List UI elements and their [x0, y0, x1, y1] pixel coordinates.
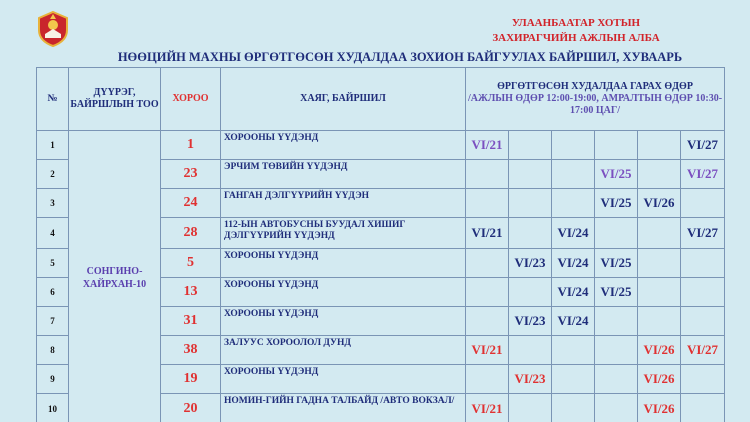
sale-day-cell: [552, 336, 595, 365]
table-header-row: [37, 68, 725, 131]
sale-day-cell: VI/25: [595, 189, 638, 218]
column-header-district: ДҮҮРЭГ, БАЙРШЛЫН ТОО: [69, 68, 161, 131]
sale-day-cell: VI/23: [509, 365, 552, 394]
column-header-khoroo: ХОРОО: [161, 68, 221, 131]
sale-day-cell: VI/25: [595, 278, 638, 307]
sale-day-cell: VI/27: [681, 336, 725, 365]
sale-day-cell: [638, 249, 681, 278]
sale-day-cell: [509, 218, 552, 249]
sale-day-cell: [638, 278, 681, 307]
column-header-num: №: [37, 68, 69, 131]
sale-day-cell: [509, 336, 552, 365]
khoroo-cell: 20: [161, 394, 221, 422]
khoroo-cell: 19: [161, 365, 221, 394]
sale-day-cell: VI/27: [681, 160, 725, 189]
sale-day-cell: VI/25: [595, 249, 638, 278]
row-number: 9: [37, 365, 69, 394]
address-cell: 112-ЫН АВТОБУСНЫ БУУДАЛ ХИШИГ ДЭЛГҮҮРИЙН ҮҮДЭНД: [221, 218, 466, 249]
sale-day-cell: [595, 131, 638, 160]
sale-day-cell: [638, 307, 681, 336]
row-number: 5: [37, 249, 69, 278]
sale-day-cell: VI/21: [466, 394, 509, 422]
address-cell: ХОРООНЫ ҮҮДЭНД: [221, 249, 466, 278]
sale-day-cell: VI/21: [466, 336, 509, 365]
sale-day-cell: [552, 365, 595, 394]
ulaanbaatar-emblem-icon: [34, 10, 72, 48]
sale-day-cell: [509, 160, 552, 189]
column-header-days: [466, 68, 725, 131]
sale-day-cell: [552, 189, 595, 218]
address-cell: ЭРЧИМ ТӨВИЙН ҮҮДЭНД: [221, 160, 466, 189]
row-number: 10: [37, 394, 69, 422]
sale-day-cell: [681, 189, 725, 218]
sale-day-cell: VI/27: [681, 131, 725, 160]
org-line-1: УЛААНБААТАР ХОТЫН: [511, 17, 641, 29]
khoroo-cell: 5: [161, 249, 221, 278]
sale-day-cell: VI/23: [509, 249, 552, 278]
sale-day-cell: [552, 131, 595, 160]
table-row: [37, 131, 725, 160]
khoroo-cell: 31: [161, 307, 221, 336]
sale-day-cell: [595, 365, 638, 394]
sale-day-cell: [552, 394, 595, 422]
address-cell: ХОРООНЫ ҮҮДЭНД: [221, 307, 466, 336]
sale-day-cell: VI/23: [509, 307, 552, 336]
sale-day-cell: [466, 307, 509, 336]
district-cell: СОНГИНО-ХАЙРХАН-10: [69, 131, 161, 422]
sale-day-cell: [466, 160, 509, 189]
khoroo-cell: 23: [161, 160, 221, 189]
sale-day-cell: [466, 278, 509, 307]
sale-day-cell: [552, 160, 595, 189]
sale-day-cell: [595, 394, 638, 422]
row-number: 3: [37, 189, 69, 218]
sale-day-cell: [509, 394, 552, 422]
sale-day-cell: [466, 189, 509, 218]
sale-day-cell: [466, 249, 509, 278]
row-number: 6: [37, 278, 69, 307]
sale-day-cell: [509, 131, 552, 160]
sale-day-cell: VI/21: [466, 131, 509, 160]
sale-day-cell: VI/26: [638, 189, 681, 218]
sale-day-cell: VI/21: [466, 218, 509, 249]
address-cell: ГАНГАН ДЭЛГҮҮРИЙН ҮҮДЭН: [221, 189, 466, 218]
sale-day-cell: VI/26: [638, 365, 681, 394]
khoroo-cell: 1: [161, 131, 221, 160]
row-number: 2: [37, 160, 69, 189]
row-number: 8: [37, 336, 69, 365]
row-number: 1: [37, 131, 69, 160]
page-title: НӨӨЦИЙН МАХНЫ ӨРГӨТГӨСӨН ХУДАЛДАА ЗОХИОН БАЙГУУЛАХ БАЙРШИЛ, ХУВААРЬ: [117, 50, 683, 64]
sale-day-cell: [681, 394, 725, 422]
khoroo-cell: 13: [161, 278, 221, 307]
sale-day-cell: [681, 365, 725, 394]
sale-day-cell: VI/24: [552, 249, 595, 278]
address-cell: ХОРООНЫ ҮҮДЭНД: [221, 131, 466, 160]
row-number: 7: [37, 307, 69, 336]
sale-day-cell: VI/24: [552, 278, 595, 307]
sale-day-cell: [638, 218, 681, 249]
sale-day-cell: [681, 249, 725, 278]
days-title: ӨРГӨТГӨСӨН ХУДАЛДАА ГАРАХ ӨДӨР: [497, 81, 693, 92]
sale-day-cell: [681, 307, 725, 336]
address-cell: ХОРООНЫ ҮҮДЭНД: [221, 365, 466, 394]
address-cell: ХОРООНЫ ҮҮДЭНД: [221, 278, 466, 307]
org-line-2: ЗАХИРАГЧИЙН АЖЛЫН АЛБА: [492, 32, 660, 44]
khoroo-cell: 28: [161, 218, 221, 249]
days-hours-note: /АЖЛЫН ӨДӨР 12:00-19:00, АМРАЛТЫН ӨДӨР 10:30-17:00 ЦАГ/: [467, 93, 723, 116]
organization-name: [446, 16, 706, 46]
khoroo-cell: 24: [161, 189, 221, 218]
sale-day-cell: VI/24: [552, 218, 595, 249]
sale-day-cell: [638, 131, 681, 160]
sale-day-cell: VI/24: [552, 307, 595, 336]
sale-day-cell: [595, 307, 638, 336]
sale-day-cell: [509, 278, 552, 307]
schedule-table: [36, 67, 725, 422]
sale-day-cell: VI/26: [638, 394, 681, 422]
sale-day-cell: [466, 365, 509, 394]
column-header-address: ХАЯГ, БАЙРШИЛ: [221, 68, 466, 131]
address-cell: ЗАЛУУС ХОРООЛОЛ ДУНД: [221, 336, 466, 365]
sale-day-cell: [509, 189, 552, 218]
address-cell: НОМИН-ГИЙН ГАДНА ТАЛБАЙД /АВТО ВОКЗАЛ/: [221, 394, 466, 422]
sale-day-cell: VI/26: [638, 336, 681, 365]
sale-day-cell: VI/25: [595, 160, 638, 189]
sale-day-cell: [595, 218, 638, 249]
sale-day-cell: [681, 278, 725, 307]
row-number: 4: [37, 218, 69, 249]
sale-day-cell: [595, 336, 638, 365]
khoroo-cell: 38: [161, 336, 221, 365]
sale-day-cell: [638, 160, 681, 189]
sale-day-cell: VI/27: [681, 218, 725, 249]
